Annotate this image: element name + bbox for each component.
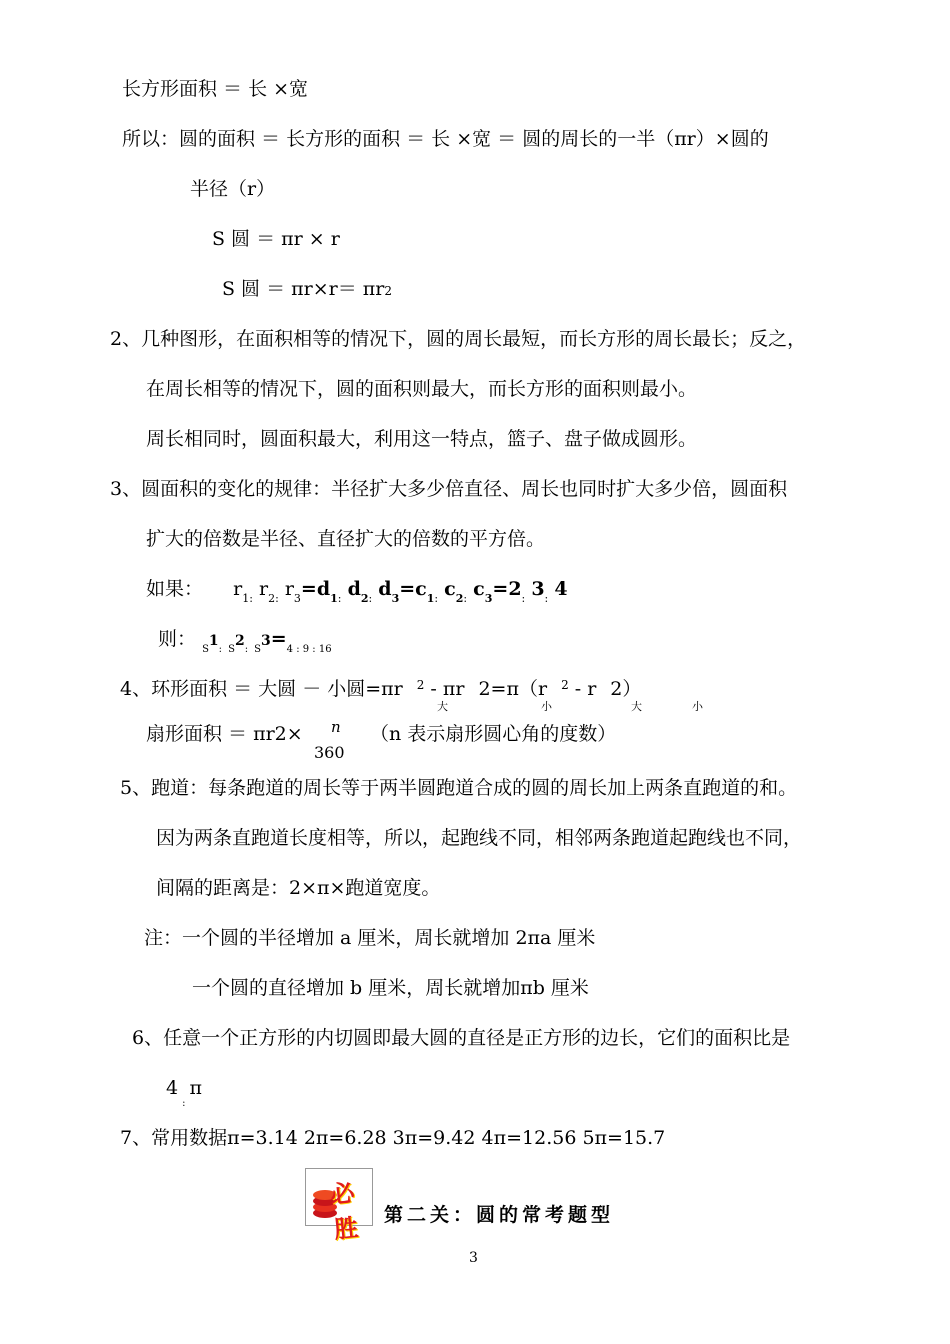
- colon: :: [544, 592, 549, 605]
- idx-2: 2: [268, 592, 276, 605]
- ratio-value: 4 : 9 : 16: [286, 644, 332, 655]
- line-circle-area-derivation: 所以：圆的面积 ＝ 长方形的面积 ＝ 长 ×宽 ＝ 圆的周长的一半（πr）×圆的: [122, 128, 769, 150]
- bisheng-badge-image: [305, 1168, 373, 1244]
- line-note-1: 注：一个圆的半径增加 a 厘米，周长就增加 2πa 厘米: [144, 927, 596, 949]
- idx-1: 1: [426, 592, 435, 605]
- equals: =: [492, 578, 509, 600]
- idx-1: 1: [242, 592, 250, 605]
- line-point-6: 6、任意一个正方形的内切圆即最大圆的直径是正方形的边长，它们的面积比是: [132, 1027, 791, 1049]
- idx-2: 2: [234, 633, 245, 649]
- ratio-colon: :: [182, 1098, 186, 1109]
- colon: :: [368, 592, 373, 605]
- ring-minus: - πr: [424, 678, 465, 700]
- ring-close: 2）: [610, 678, 642, 700]
- equals: =: [399, 578, 416, 600]
- var-r: r: [233, 578, 243, 600]
- var-r: r: [284, 578, 294, 600]
- idx-3: 3: [484, 592, 493, 605]
- equals: =: [300, 578, 317, 600]
- line-point-5-gap: 间隔的距离是：2×π×跑道宽度。: [156, 877, 441, 899]
- var-c: c: [415, 578, 427, 600]
- line-formula-1: S 圆 ＝ πr × r: [212, 228, 340, 250]
- idx-1: 1: [330, 592, 338, 605]
- line-point-5-cont: 因为两条直跑道长度相等，所以，起跑线不同，相邻两条跑道起跑线也不同，: [156, 827, 803, 849]
- colon: :: [521, 592, 526, 605]
- colon: :: [249, 592, 253, 605]
- colon: :: [463, 592, 468, 605]
- exp-2: 2: [561, 678, 569, 692]
- num-4: 4: [554, 578, 568, 600]
- subscript-small-1: 小: [541, 700, 552, 713]
- var-d: d: [347, 578, 361, 600]
- line-rect-area: 长方形面积 ＝ 长 ×宽: [122, 78, 309, 100]
- colon: :: [275, 592, 279, 605]
- colon: :: [434, 592, 439, 605]
- ratio-4: 4: [166, 1077, 179, 1099]
- ring-eq: 2=π（r: [478, 678, 548, 700]
- var-c: c: [473, 578, 485, 600]
- var-d: d: [378, 578, 392, 600]
- var-c: c: [444, 578, 456, 600]
- line-point-6-ratio: [166, 1076, 202, 1109]
- idx-3: 3: [293, 592, 301, 605]
- line-sector-area: 扇形面积 ＝ πr2×: [146, 723, 303, 745]
- line-ring-area: [120, 677, 641, 703]
- line-formula-2: [222, 277, 392, 303]
- line-point-7: 7、常用数据π=3.14 2π=6.28 3π=9.42 4π=12.56 5π=15.7: [120, 1127, 666, 1149]
- line-point-2-note: 周长相同时，圆面积最大，利用这一特点，篮子、盘子做成圆形。: [146, 428, 698, 450]
- idx-2: 2: [360, 592, 369, 605]
- line-point-3: 3、圆面积的变化的规律：半径扩大多少倍直径、周长也同时扩大多少倍，圆面积: [110, 478, 788, 500]
- var-s: S: [202, 644, 209, 655]
- var-s: S: [228, 644, 235, 655]
- line-if-formula: [146, 577, 568, 604]
- then-label: 则：: [158, 628, 197, 650]
- equals: =: [270, 628, 287, 650]
- ring-area-text: 4、环形面积 ＝ 大圆 － 小圆=πr: [120, 678, 403, 700]
- var-r: r: [258, 578, 269, 600]
- colon: :: [218, 644, 223, 655]
- idx-3: 3: [260, 633, 271, 649]
- line-point-3-cont: 扩大的倍数是半径、直径扩大的倍数的平方倍。: [146, 528, 546, 550]
- badge-logo-text: 必胜: [329, 1178, 358, 1244]
- var-s: S: [254, 644, 261, 655]
- colon: :: [337, 592, 342, 605]
- page-number: 3: [469, 1250, 478, 1266]
- line-point-2-cont: 在周长相等的情况下，圆的面积则最大，而长方形的面积则最小。: [146, 378, 698, 400]
- formula-2-text: S 圆 ＝ πr×r＝ πr: [222, 278, 385, 300]
- line-point-5: 5、跑道：每条跑道的周长等于两半圆跑道合成的圆的周长加上两条直跑道的和。: [120, 777, 798, 799]
- subscript-big-1: 大: [437, 700, 448, 713]
- colon: :: [244, 644, 249, 655]
- sector-note: （n 表示扇形圆心角的度数）: [370, 723, 617, 745]
- idx-2: 2: [455, 592, 464, 605]
- formula-2-exponent: 2: [384, 284, 392, 298]
- var-d: d: [316, 578, 331, 600]
- idx-3: 3: [391, 592, 400, 605]
- idx-1: 1: [208, 633, 219, 649]
- fraction-numerator: n: [331, 718, 341, 736]
- ratio-pi: π: [189, 1077, 202, 1099]
- num-3: 3: [531, 578, 545, 600]
- line-point-2: 2、几种图形，在面积相等的情况下，圆的周长最短，而长方形的周长最长；反之，: [110, 328, 807, 350]
- subscript-big-2: 大: [631, 700, 642, 713]
- num-2: 2: [508, 578, 522, 600]
- line-note-2: 一个圆的直径增加 b 厘米，周长就增加πb 厘米: [192, 977, 589, 999]
- line-then-formula: [158, 627, 332, 655]
- if-label: 如果：: [146, 578, 204, 600]
- section-heading: 第二关：圆的常考题型: [384, 1204, 615, 1226]
- subscript-small-2: 小: [692, 700, 703, 713]
- line-radius: 半径（r）: [190, 178, 276, 200]
- exp-2: 2: [416, 678, 425, 692]
- ring-minus-2: - r: [568, 678, 597, 700]
- fraction-denominator: 360: [314, 743, 345, 762]
